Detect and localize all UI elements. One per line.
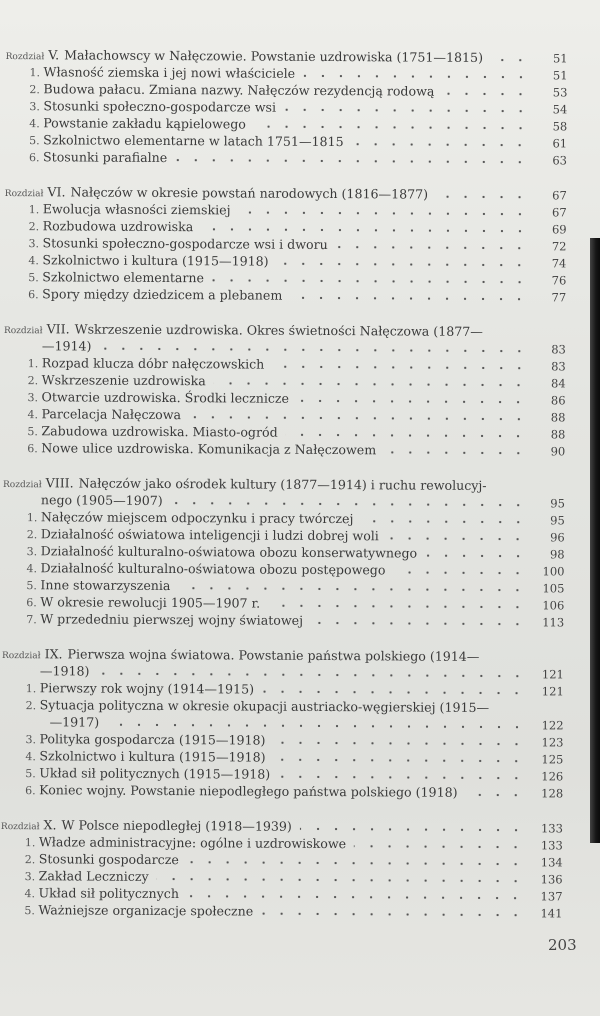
dot-leader bbox=[425, 554, 526, 559]
dot-leader bbox=[352, 142, 530, 147]
entry-title: Stosunki społeczno-gospodarcze wsi bbox=[43, 98, 277, 115]
chapter-title: nego (1905—1907) bbox=[40, 492, 163, 509]
chapter-title: Nałęczów w okresie powstań narodowych (1816—1877) bbox=[70, 184, 429, 202]
chapter-prefix: Rozdział bbox=[5, 52, 45, 63]
dot-leader bbox=[187, 860, 525, 866]
entry-title: W przededniu pierwszej wojny światowej bbox=[40, 611, 304, 628]
dot-leader bbox=[274, 758, 526, 764]
entry-number: 4. bbox=[26, 562, 38, 576]
entry-page: 96 bbox=[550, 530, 565, 545]
entry-title: Władze administracyjne: ogólne i uzdrowiskowe bbox=[38, 834, 347, 852]
chapter-page: 133 bbox=[540, 821, 563, 836]
chapter-number: VII. bbox=[46, 321, 70, 337]
entry-number: 3. bbox=[25, 733, 37, 747]
chapter-title: Małachowscy w Nałęczowie. Powstanie uzdrowiska (1751—1815) bbox=[64, 47, 484, 65]
dot-leader bbox=[387, 536, 527, 541]
dot-leader bbox=[272, 365, 527, 371]
entry-title: Sytuacja polityczna w okresie okupacji austriacko-węgierskiej (1915— bbox=[39, 697, 490, 716]
entry-page: 51 bbox=[552, 68, 568, 83]
entry-page: 113 bbox=[542, 615, 565, 630]
entry-page: 88 bbox=[550, 427, 566, 442]
entry-title: Spory między dziedzicem a plebanem bbox=[42, 286, 283, 303]
entry-number: 4. bbox=[24, 887, 36, 901]
entry-title: W okresie rewolucji 1905—1907 r. bbox=[40, 594, 261, 611]
dot-leader bbox=[175, 158, 529, 164]
entry-number: 2. bbox=[28, 220, 40, 234]
chapter-prefix: Rozdział bbox=[0, 822, 40, 833]
entry-page: 123 bbox=[541, 735, 564, 750]
entry-page: 77 bbox=[551, 290, 567, 305]
dot-leader bbox=[354, 844, 525, 849]
chapter-title: W Polsce niepodległej (1918—1939) bbox=[61, 817, 292, 834]
entry-title: Nałęczów miejscem odpoczynku i pracy twórczej bbox=[40, 509, 354, 527]
dot-leader bbox=[254, 125, 529, 131]
entry-number: 2. bbox=[24, 853, 36, 867]
toc-entry[interactable] bbox=[4, 285, 566, 305]
entry-number: 6. bbox=[27, 442, 38, 456]
entry-page: 84 bbox=[550, 376, 566, 391]
toc-entry[interactable] bbox=[3, 439, 565, 459]
dot-leader bbox=[290, 296, 528, 301]
chapter-prefix: Rozdział bbox=[3, 326, 43, 337]
entry-number: 3. bbox=[27, 391, 39, 405]
entry-number: 3. bbox=[24, 870, 36, 884]
entry-title: Działalność kulturalno-oświatowa obozu postępowego bbox=[40, 560, 386, 578]
entry-page: 69 bbox=[551, 222, 567, 237]
entry-number: 1. bbox=[24, 836, 36, 850]
chapter-page: 95 bbox=[550, 496, 565, 511]
entry-page: 134 bbox=[540, 855, 563, 870]
entry-number: 1. bbox=[25, 682, 37, 696]
entry-title: Ważniejsze organizacje społeczne bbox=[38, 902, 254, 919]
entry-page: 72 bbox=[551, 239, 567, 254]
dot-leader bbox=[238, 210, 528, 216]
dot-leader bbox=[303, 74, 529, 79]
chapter-title: Wskrzeszenie uzdrowiska. Okres świetności Nałęczowa (1877— bbox=[74, 321, 483, 339]
entry-page: 136 bbox=[540, 872, 563, 887]
entry-page: 121 bbox=[541, 684, 564, 699]
entry-page: 137 bbox=[540, 889, 563, 904]
entry-page: 106 bbox=[542, 598, 565, 613]
dot-leader bbox=[261, 912, 524, 918]
entry-number: 5. bbox=[29, 134, 40, 148]
dot-leader bbox=[97, 672, 525, 679]
entry-title: Parcelacja Nałęczowa bbox=[41, 406, 182, 423]
entry-title: Rozbudowa uzdrowiska bbox=[42, 218, 194, 235]
dot-leader bbox=[284, 108, 529, 113]
dot-leader bbox=[171, 501, 527, 507]
entry-number: 5. bbox=[27, 425, 38, 439]
entry-title: Działalność kulturalno-oświatowa obozu konserwatywnego bbox=[40, 543, 418, 561]
entry-page: 83 bbox=[551, 359, 566, 374]
toc-entry[interactable] bbox=[1, 781, 563, 801]
chapter-section bbox=[5, 46, 568, 168]
entry-number: 1. bbox=[29, 66, 41, 80]
chapter-section bbox=[3, 320, 566, 459]
dot-leader bbox=[393, 570, 526, 575]
entry-number: 3. bbox=[26, 545, 38, 559]
entry-page: 67 bbox=[552, 205, 567, 220]
entry-number: 5. bbox=[25, 767, 36, 781]
chapter-page: 121 bbox=[541, 667, 564, 682]
chapter-title: Pierwsza wojna światowa. Powstanie państwa polskiego (1914— bbox=[67, 646, 480, 664]
dot-leader bbox=[201, 227, 528, 233]
entry-title: Szkolnictwo elementarne w latach 1751—1815 bbox=[43, 132, 344, 150]
entry-page: 54 bbox=[552, 102, 568, 117]
entry-number: 6. bbox=[28, 288, 39, 302]
entry-page: 95 bbox=[550, 513, 565, 528]
entry-number: 5. bbox=[28, 271, 39, 285]
dot-leader bbox=[214, 381, 528, 387]
dot-leader bbox=[361, 519, 526, 524]
chapter-prefix: Rozdział bbox=[4, 189, 44, 200]
entry-title: Otwarcie uzdrowiska. Środki lecznicze bbox=[41, 389, 290, 406]
entry-page: 53 bbox=[552, 85, 568, 100]
chapter-section bbox=[0, 816, 563, 921]
entry-page: 128 bbox=[541, 786, 564, 801]
entry-page: 126 bbox=[541, 769, 564, 784]
entry-page: 133 bbox=[540, 838, 563, 853]
dot-leader bbox=[336, 245, 529, 250]
entry-title: Koniec wojny. Powstanie niepodległego państwa polskiego (1918) bbox=[39, 782, 458, 800]
dot-leader bbox=[311, 621, 526, 626]
entry-number: 5. bbox=[26, 579, 37, 593]
entry-title: Zabudowa uzdrowiska. Miasto-ogród bbox=[41, 423, 278, 440]
toc-entry[interactable] bbox=[2, 610, 564, 630]
entry-page: 88 bbox=[550, 410, 566, 425]
entry-title: Własność ziemska i jej nowi właściciele bbox=[43, 64, 296, 81]
dot-leader bbox=[157, 877, 525, 883]
entry-title: Szkolnictwo elementarne bbox=[42, 269, 205, 286]
entry-page: 98 bbox=[549, 547, 565, 562]
entry-number: 1. bbox=[26, 511, 38, 525]
entry-number: 6. bbox=[26, 596, 37, 610]
entry-number: 3. bbox=[28, 237, 40, 251]
entry-page: 90 bbox=[550, 444, 566, 459]
dot-leader bbox=[277, 262, 529, 268]
page-number: 203 bbox=[548, 936, 577, 954]
entry-page: 74 bbox=[551, 256, 567, 271]
chapter-prefix: Rozdział bbox=[1, 651, 41, 662]
dot-leader bbox=[212, 278, 528, 284]
dot-leader bbox=[99, 347, 527, 354]
chapter-title: Nałęczów jako ośrodek kultury (1877—1914) i ruchu rewolucyj- bbox=[78, 475, 487, 493]
chapter-number: IX. bbox=[44, 646, 63, 662]
entry-title: Stosunki społeczno-gospodarcze wsi i dworu bbox=[42, 235, 328, 253]
dot-leader bbox=[442, 92, 529, 97]
dot-leader bbox=[491, 58, 530, 62]
chapter-title: —1918) bbox=[39, 663, 90, 679]
entry-title: Stosunki parafialne bbox=[42, 149, 168, 166]
entry-page: 122 bbox=[541, 718, 564, 733]
dot-leader bbox=[178, 586, 526, 592]
entry-title: Szkolnictwo i kultura (1915—1918) bbox=[42, 252, 269, 269]
chapter-page: 67 bbox=[552, 188, 567, 203]
entry-number: 5. bbox=[24, 904, 35, 918]
entry-title: Powstanie zakładu kąpielowego bbox=[43, 115, 246, 132]
chapter-number: V. bbox=[48, 47, 60, 63]
entry-number: 7. bbox=[26, 613, 37, 627]
toc-entry[interactable] bbox=[0, 901, 562, 921]
entry-title: Polityka gospodarcza (1915—1918) bbox=[39, 731, 266, 748]
entry-title: —1917) bbox=[49, 714, 100, 730]
toc-entry[interactable] bbox=[5, 148, 567, 168]
dot-leader bbox=[187, 894, 525, 900]
dot-leader bbox=[278, 775, 525, 781]
dot-leader bbox=[262, 690, 526, 696]
entry-title: Nowe ulice uzdrowiska. Komunikacja z Nałęczowem bbox=[41, 440, 377, 458]
entry-number: 2. bbox=[26, 528, 38, 542]
chapter-page: 83 bbox=[551, 342, 566, 357]
entry-title: Szkolnictwo i kultura (1915—1918) bbox=[39, 748, 266, 765]
chapter-number: VI. bbox=[47, 184, 66, 200]
entry-number: 4. bbox=[29, 117, 40, 131]
chapter-section bbox=[2, 474, 565, 630]
dot-leader bbox=[268, 604, 526, 610]
entry-page: 61 bbox=[552, 136, 568, 151]
dot-leader bbox=[189, 415, 527, 421]
dot-leader bbox=[297, 399, 528, 404]
entry-title: Układ sił politycznych (1915—1918) bbox=[39, 765, 271, 782]
dot-leader bbox=[273, 741, 525, 747]
dot-leader bbox=[384, 450, 527, 455]
entry-page: 141 bbox=[540, 906, 563, 921]
entry-number: 6. bbox=[25, 784, 36, 798]
entry-title: Pierwszy rok wojny (1914—1915) bbox=[39, 680, 255, 697]
entry-page: 125 bbox=[541, 752, 564, 767]
entry-title: Wskrzeszenie uzdrowiska bbox=[41, 372, 206, 389]
entry-title: Działalność oświatowa inteligencji i ludzi dobrej woli bbox=[40, 526, 379, 544]
entry-page: 86 bbox=[550, 393, 566, 408]
dot-leader bbox=[286, 433, 528, 438]
entry-number: 3. bbox=[29, 100, 40, 114]
chapter-number: X. bbox=[43, 817, 57, 833]
entry-title: Rozpad klucza dóbr nałęczowskich bbox=[41, 355, 265, 372]
entry-title: Inne stowarzyszenia bbox=[40, 577, 171, 594]
entry-page: 76 bbox=[551, 273, 567, 288]
chapter-page: 51 bbox=[552, 51, 568, 66]
entry-title: Budowa pałacu. Zmiana nazwy. Nałęczów rezydencją rodową bbox=[43, 81, 435, 99]
entry-page: 105 bbox=[542, 581, 565, 596]
chapter-title: —1914) bbox=[41, 338, 92, 354]
entry-number: 2. bbox=[27, 374, 39, 388]
entry-number: 6. bbox=[28, 151, 40, 165]
entry-number: 1. bbox=[28, 203, 40, 217]
entry-number: 4. bbox=[27, 408, 39, 422]
entry-page: 58 bbox=[552, 119, 568, 134]
entry-title: Zakład Leczniczy bbox=[38, 868, 149, 884]
dot-leader bbox=[107, 723, 525, 730]
entry-number: 1. bbox=[27, 357, 39, 371]
entry-page: 100 bbox=[542, 564, 565, 579]
entry-title: Stosunki gospodarcze bbox=[38, 851, 179, 868]
entry-title: Układ sił politycznych bbox=[38, 885, 180, 902]
chapter-prefix: Rozdział bbox=[3, 480, 42, 491]
dot-leader bbox=[436, 195, 529, 200]
entry-title: Ewolucja własności ziemskiej bbox=[42, 201, 231, 218]
chapter-section bbox=[4, 183, 567, 305]
dot-leader bbox=[300, 827, 525, 832]
chapter-number: VIII. bbox=[45, 475, 74, 491]
dot-leader bbox=[466, 793, 526, 797]
entry-number: 2. bbox=[25, 699, 37, 713]
entry-page: 63 bbox=[552, 153, 568, 168]
entry-number: 2. bbox=[29, 83, 40, 97]
chapter-section bbox=[1, 645, 564, 801]
entry-number: 4. bbox=[28, 254, 39, 268]
entry-number: 4. bbox=[25, 750, 36, 764]
